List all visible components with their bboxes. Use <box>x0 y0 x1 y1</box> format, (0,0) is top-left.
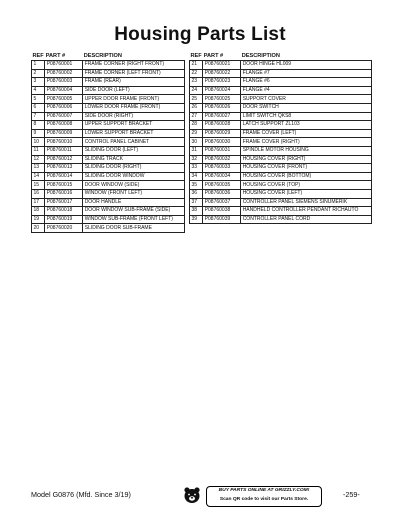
description-cell: FLANGE #7 <box>241 69 372 78</box>
parts-table-right-body <box>190 61 372 224</box>
ref-cell: 6 <box>32 103 45 112</box>
ref-cell: 4 <box>32 86 45 95</box>
description-cell: FRAME CORNER (LEFT FRONT) <box>83 69 185 78</box>
description-cell: FLANGE #6 <box>241 78 372 87</box>
part-number-cell: P08760022 <box>203 69 241 78</box>
description-cell: CONTROL PANEL CABINET <box>83 138 185 147</box>
description-cell: SLIDING DOOR SUB-FRAME <box>83 224 185 233</box>
description-cell: SIDE DOOR (LEFT) <box>83 86 185 95</box>
part-number-cell: P08760028 <box>203 121 241 130</box>
ref-cell: 28 <box>190 121 203 130</box>
part-number-cell: P08760031 <box>203 146 241 155</box>
part-number-cell: P08760003 <box>45 78 83 87</box>
table-row <box>32 78 185 87</box>
table-row <box>32 69 185 78</box>
ref-cell: 13 <box>32 164 45 173</box>
table-row <box>190 121 372 130</box>
ref-cell: 20 <box>32 224 45 233</box>
table-row <box>190 215 372 224</box>
part-number-cell: P08760023 <box>203 78 241 87</box>
ref-cell: 27 <box>190 112 203 121</box>
part-number-cell: P08760014 <box>45 172 83 181</box>
part-number-cell: P08760006 <box>45 103 83 112</box>
ref-cell: 25 <box>190 95 203 104</box>
part-number-cell: P08760024 <box>203 86 241 95</box>
part-number-cell: P08760005 <box>45 95 83 104</box>
description-cell: SLIDING DOOR (RIGHT) <box>83 164 185 173</box>
table-row <box>32 181 185 190</box>
table-row <box>32 95 185 104</box>
part-number-cell: P08760011 <box>45 146 83 155</box>
part-number-cell: P08760037 <box>203 198 241 207</box>
part-number-cell: P08760019 <box>45 215 83 224</box>
table-row <box>32 224 185 233</box>
description-cell: UPPER DOOR FRAME (FRONT) <box>83 95 185 104</box>
buy-parts-text: BUY PARTS ONLINE AT GRIZZLY.COM! <box>218 488 310 493</box>
table-row <box>32 164 185 173</box>
part-number-cell: P08760025 <box>203 95 241 104</box>
description-cell: HOUSING COVER (FRONT) <box>241 164 372 173</box>
ref-cell: 9 <box>32 129 45 138</box>
ref-cell: 34 <box>190 172 203 181</box>
part-number-cell: P08760032 <box>203 155 241 164</box>
part-number-cell: P08760002 <box>45 69 83 78</box>
ref-cell: 26 <box>190 103 203 112</box>
table-row <box>190 164 372 173</box>
header-part-number: PART # <box>45 52 66 59</box>
table-row <box>190 69 372 78</box>
table-row <box>32 129 185 138</box>
description-cell: LOWER SUPPORT BRACKET <box>83 129 185 138</box>
table-row <box>32 189 185 198</box>
table-row <box>190 61 372 70</box>
table-row <box>32 112 185 121</box>
table-row <box>32 86 185 95</box>
ref-cell: 33 <box>190 164 203 173</box>
header-ref: REF <box>190 52 202 59</box>
part-number-cell: P08760034 <box>203 172 241 181</box>
ref-cell: 29 <box>190 129 203 138</box>
header-description: DESCRIPTION <box>241 52 280 59</box>
table-row <box>190 112 372 121</box>
table-row <box>32 103 185 112</box>
table-row <box>190 146 372 155</box>
parts-table-right <box>189 52 372 224</box>
description-cell: SUPPORT COVER <box>241 95 372 104</box>
part-number-cell: P08760004 <box>45 86 83 95</box>
part-number-cell: P08760010 <box>45 138 83 147</box>
part-number-cell: P08760018 <box>45 207 83 216</box>
ref-cell: 15 <box>32 181 45 190</box>
description-cell: SLIDING DOOR WINDOW <box>83 172 185 181</box>
description-cell: LOWER DOOR FRAME (FRONT) <box>83 103 185 112</box>
description-cell: FRAME CORNER (RIGHT FRONT) <box>83 61 185 70</box>
table-row <box>190 189 372 198</box>
description-cell: DOOR HINGE HL009 <box>241 61 372 70</box>
table-row <box>190 172 372 181</box>
description-cell: HANDHELD CONTROLLER PENDANT RICHAUTO <box>241 207 372 216</box>
ref-cell: 30 <box>190 138 203 147</box>
ref-cell: 23 <box>190 78 203 87</box>
description-cell: SPINDLE MOTOR HOUSING <box>241 146 372 155</box>
part-number-cell: P08760009 <box>45 129 83 138</box>
description-cell: WINDOW (FRONT LEFT) <box>83 189 185 198</box>
table-row <box>32 207 185 216</box>
table-row <box>190 86 372 95</box>
table-row <box>32 61 185 70</box>
ref-cell: 8 <box>32 121 45 130</box>
part-number-cell: P08760013 <box>45 164 83 173</box>
description-cell: FLANGE #4 <box>241 86 372 95</box>
part-number-cell: P08760007 <box>45 112 83 121</box>
part-number-cell: P08760038 <box>203 207 241 216</box>
table-row <box>32 138 185 147</box>
ref-cell: 24 <box>190 86 203 95</box>
scan-qr-text: Scan QR code to visit our Parts Store. <box>219 496 309 502</box>
ref-cell: 37 <box>190 198 203 207</box>
table-row <box>32 155 185 164</box>
table-row <box>32 146 185 155</box>
ref-cell: 21 <box>190 61 203 70</box>
ref-cell: 22 <box>190 69 203 78</box>
ref-cell: 2 <box>32 69 45 78</box>
table-row <box>190 155 372 164</box>
table-row <box>32 172 185 181</box>
ref-cell: 17 <box>32 198 45 207</box>
part-number-cell: P08760029 <box>203 129 241 138</box>
part-number-cell: P08760036 <box>203 189 241 198</box>
part-number-cell: P08760026 <box>203 103 241 112</box>
part-number-cell: P08760012 <box>45 155 83 164</box>
description-cell: SLIDING TRACK <box>83 155 185 164</box>
table-row <box>190 129 372 138</box>
table-row <box>190 198 372 207</box>
table-row <box>32 215 185 224</box>
page-title: Housing Parts List <box>114 24 286 45</box>
description-cell: LIMIT SWITCH QKS8 <box>241 112 372 121</box>
description-cell: DOOR WINDOW SUB-FRAME (SIDE) <box>83 207 185 216</box>
part-number-cell: P08760027 <box>203 112 241 121</box>
ref-cell: 1 <box>32 61 45 70</box>
ref-cell: 36 <box>190 189 203 198</box>
part-number-cell: P08760039 <box>203 215 241 224</box>
table-row <box>32 198 185 207</box>
description-cell: CONTROLLER PANEL CORD <box>241 215 372 224</box>
part-number-cell: P08760008 <box>45 121 83 130</box>
description-cell: HOUSING COVER (RIGHT) <box>241 155 372 164</box>
table-header-row <box>190 52 372 61</box>
part-number-cell: P08760020 <box>45 224 83 233</box>
parts-table-left <box>31 52 185 233</box>
description-cell: DOOR WINDOW (SIDE) <box>83 181 185 190</box>
description-cell: SIDE DOOR (RIGHT) <box>83 112 185 121</box>
ref-cell: 31 <box>190 146 203 155</box>
model-footer: Model G0876 (Mfd. Since 3/19) <box>31 490 131 499</box>
description-cell: DOOR HANDLE <box>83 198 185 207</box>
description-cell: FRAME COVER (RIGHT) <box>241 138 372 147</box>
table-row <box>190 207 372 216</box>
part-number-cell: P08760035 <box>203 181 241 190</box>
table-row <box>190 103 372 112</box>
ref-cell: 32 <box>190 155 203 164</box>
ref-cell: 3 <box>32 78 45 87</box>
description-cell: FRAME COVER (LEFT) <box>241 129 372 138</box>
header-description: DESCRIPTION <box>83 52 122 59</box>
part-number-cell: P08760030 <box>203 138 241 147</box>
ref-cell: 16 <box>32 189 45 198</box>
description-cell: FRAME (REAR) <box>83 78 185 87</box>
parts-table-left-body <box>32 61 185 233</box>
ref-cell: 39 <box>190 215 203 224</box>
ref-cell: 10 <box>32 138 45 147</box>
part-number-cell: P08760016 <box>45 189 83 198</box>
part-number-cell: P08760015 <box>45 181 83 190</box>
description-cell: SLIDING DOOR (LEFT) <box>83 146 185 155</box>
ref-cell: 7 <box>32 112 45 121</box>
table-row <box>190 95 372 104</box>
description-cell: DOOR SWITCH <box>241 103 372 112</box>
part-number-cell: P08760017 <box>45 198 83 207</box>
table-row <box>190 181 372 190</box>
ref-cell: 5 <box>32 95 45 104</box>
part-number-cell: P08760001 <box>45 61 83 70</box>
ref-cell: 12 <box>32 155 45 164</box>
description-cell: LATCH SUPPORT ZL103 <box>241 121 372 130</box>
bear-logo-icon <box>182 486 202 504</box>
ref-cell: 38 <box>190 207 203 216</box>
description-cell: UPPER SUPPORT BRACKET <box>83 121 185 130</box>
table-header-row <box>32 52 185 61</box>
part-number-cell: P08760021 <box>203 61 241 70</box>
description-cell: HOUSING COVER (BOTTOM) <box>241 172 372 181</box>
page-number: -259- <box>343 490 360 499</box>
description-cell: HOUSING COVER (TOP) <box>241 181 372 190</box>
table-row <box>190 138 372 147</box>
ref-cell: 35 <box>190 181 203 190</box>
description-cell: CONTROLLER PANEL SIEMENS SINUMERIK <box>241 198 372 207</box>
ref-cell: 14 <box>32 172 45 181</box>
buy-parts-box[interactable] <box>206 486 322 507</box>
table-row <box>32 121 185 130</box>
part-number-cell: P08760033 <box>203 164 241 173</box>
ref-cell: 11 <box>32 146 45 155</box>
header-ref: REF <box>32 52 44 59</box>
header-part-number: PART # <box>203 52 224 59</box>
ref-cell: 19 <box>32 215 45 224</box>
table-row <box>190 78 372 87</box>
ref-cell: 18 <box>32 207 45 216</box>
description-cell: HOUSING COVER (LEFT) <box>241 189 372 198</box>
description-cell: WINDOW SUB-FRAME (FRONT LEFT) <box>83 215 185 224</box>
